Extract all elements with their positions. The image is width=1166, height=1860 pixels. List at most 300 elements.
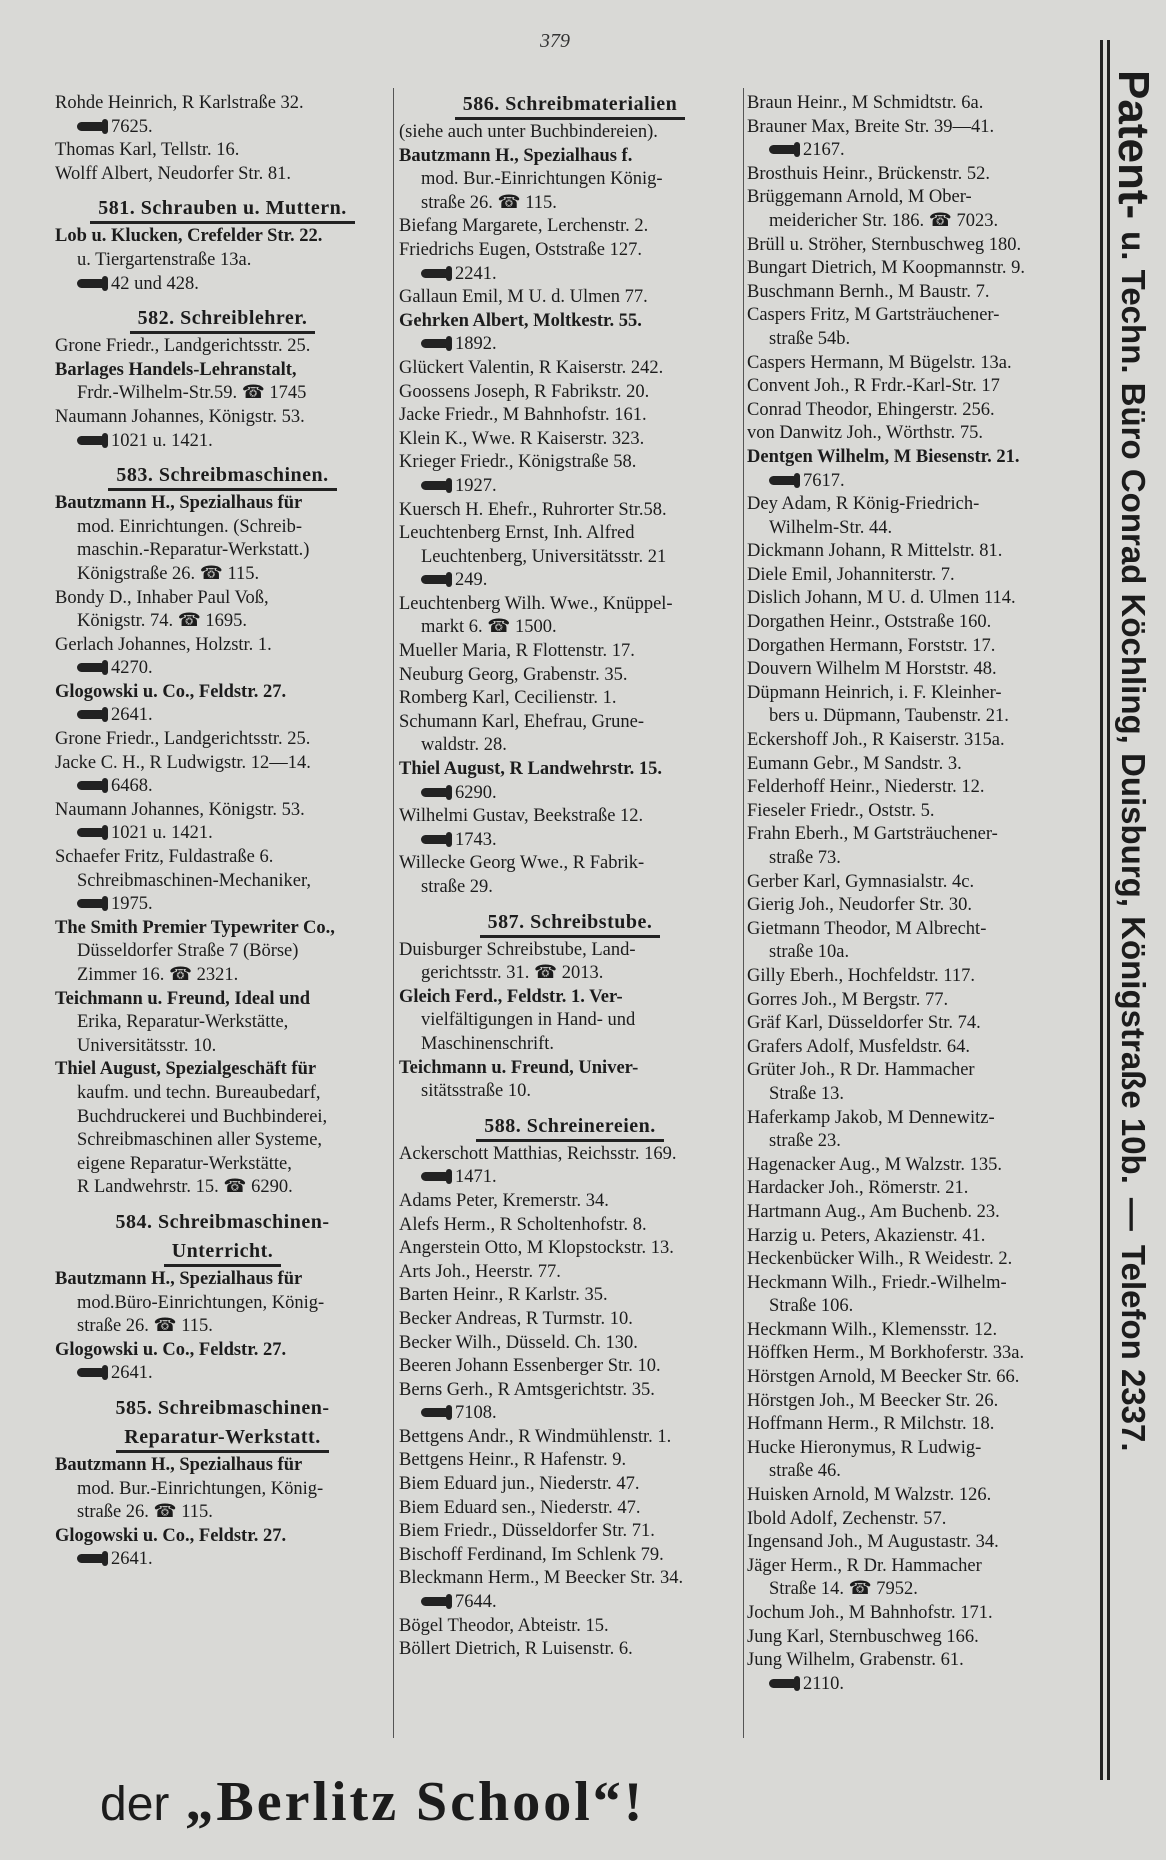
entry-text: The Smith Premier Typewriter Co., <box>55 917 335 938</box>
directory-entry-line <box>55 92 390 116</box>
directory-entry-line <box>399 1332 741 1356</box>
section-heading <box>55 1239 390 1263</box>
directory-entry-line <box>399 145 741 169</box>
directory-entry-line <box>747 1130 1087 1154</box>
entry-text: 1892. <box>455 334 497 355</box>
directory-entry-line <box>399 451 741 475</box>
entry-text: Gleich Ferd., Feldstr. 1. Ver- <box>399 986 623 1007</box>
entry-text: Felderhoff Heinr., Niederstr. 12. <box>747 777 985 798</box>
directory-entry-line <box>747 1602 1087 1626</box>
entry-text: Ackerschott Matthias, Reichsstr. 169. <box>399 1143 677 1164</box>
directory-entry-line <box>747 1531 1087 1555</box>
telephone-icon <box>421 575 447 584</box>
entry-text: Grone Friedr., Landgerichtsstr. 25. <box>55 729 311 750</box>
directory-entry-line <box>747 1673 1087 1697</box>
directory-entry-line <box>747 894 1087 918</box>
telephone-icon <box>421 1597 447 1606</box>
entry-text: Leuchtenberg Ernst, Inh. Alfred <box>399 523 635 544</box>
directory-entry-line <box>55 1035 390 1059</box>
directory-entry-line <box>747 776 1087 800</box>
telephone-icon <box>77 436 103 445</box>
directory-entry-line <box>399 1166 741 1190</box>
directory-entry-line <box>399 121 741 145</box>
telephone-icon <box>421 1172 447 1181</box>
directory-entry-line <box>399 310 741 334</box>
entry-text: Dey Adam, R König-Friedrich- <box>747 494 980 515</box>
directory-entry-line <box>55 1362 390 1386</box>
telephone-icon <box>421 481 447 490</box>
entry-text: Bondy D., Inhaber Paul Voß, <box>55 587 269 608</box>
entry-text: Wilhelm-Str. 44. <box>769 517 893 538</box>
entry-text: Heckmann Wilh., Friedr.-Wilhelm- <box>747 1272 1007 1293</box>
directory-entry-line <box>399 758 741 782</box>
directory-entry-line <box>55 382 390 406</box>
directory-entry-line <box>747 1413 1087 1437</box>
entry-text: Zimmer 16. ☎ 2321. <box>77 965 239 985</box>
entry-text: Teichmann u. Freund, Univer- <box>399 1057 639 1078</box>
column-divider <box>393 88 394 1738</box>
directory-entry-line <box>747 941 1087 965</box>
entry-text: Fieseler Friedr., Oststr. 5. <box>747 800 935 821</box>
entry-text: Wolff Albert, Neudorfer Str. 81. <box>55 163 292 184</box>
directory-entry-line <box>399 1402 741 1426</box>
entry-text: 2241. <box>455 263 497 284</box>
entry-text: Bautzmann H., Spezialhaus für <box>55 1268 303 1289</box>
entry-text: 4270. <box>111 658 153 679</box>
directory-column-2 <box>399 92 741 1662</box>
entry-text: Barten Heinr., R Karlstr. 35. <box>399 1285 608 1306</box>
entry-text: Alefs Herm., R Scholtenhofstr. 8. <box>399 1214 647 1235</box>
directory-entry-line <box>399 263 741 287</box>
entry-text: Hucke Hieronymus, R Ludwig- <box>747 1437 982 1458</box>
section-heading <box>399 92 741 116</box>
telephone-icon <box>77 1554 103 1563</box>
entry-text: Bautzmann H., Spezialhaus f. <box>399 145 633 166</box>
entry-text: Bleckmann Herm., M Beecker Str. 34. <box>399 1568 684 1589</box>
directory-entry-line <box>55 563 390 587</box>
directory-entry-line <box>55 799 390 823</box>
entry-text: Teichmann u. Freund, Ideal und <box>55 988 310 1009</box>
section-heading-text: Reparatur-Werkstatt. <box>116 1426 328 1453</box>
entry-text: waldstr. 28. <box>421 735 507 756</box>
entry-text: straße 26. ☎ 115. <box>77 1316 213 1337</box>
section-heading-text: 588. Schreinereien. <box>476 1115 664 1142</box>
entry-text: Friedrichs Eugen, Oststraße 127. <box>399 239 643 260</box>
entry-text: Gehrken Albert, Moltkestr. 55. <box>399 310 642 331</box>
entry-text: Lob u. Klucken, Crefelder Str. 22. <box>55 226 323 247</box>
entry-text: Caspers Fritz, M Gartsträuchener- <box>747 305 1000 326</box>
telephone-icon <box>421 788 447 797</box>
entry-text: Barlages Handels-Lehranstalt, <box>55 359 297 380</box>
directory-entry-line <box>399 939 741 963</box>
entry-text: maschin.-Reparatur-Werkstatt.) <box>77 540 310 561</box>
telephone-icon <box>77 663 103 672</box>
entry-text: Neuburg Georg, Grabenstr. 35. <box>399 664 628 685</box>
directory-entry-line <box>399 1379 741 1403</box>
directory-entry-line <box>747 658 1087 682</box>
directory-entry-line <box>747 352 1087 376</box>
section-heading-text: 585. Schreibmaschinen- <box>115 1396 330 1419</box>
directory-entry-line <box>399 1143 741 1167</box>
directory-entry-line <box>747 1272 1087 1296</box>
directory-entry-line <box>399 852 741 876</box>
entry-text: Beeren Johann Essenberger Str. 10. <box>399 1356 661 1377</box>
directory-entry-line <box>55 704 390 728</box>
entry-text: Goossens Joseph, R Fabrikstr. 20. <box>399 381 650 402</box>
entry-text: Gierig Joh., Neudorfer Str. 30. <box>747 895 973 916</box>
entry-text: straße 29. <box>421 877 493 897</box>
entry-text: Duisburger Schreibstube, Land- <box>399 939 636 960</box>
directory-entry-line <box>747 281 1087 305</box>
entry-text: Dislich Johann, M U. d. Ulmen 114. <box>747 588 1016 609</box>
column-divider <box>743 88 744 1738</box>
entry-text: Biem Eduard sen., Niederstr. 47. <box>399 1497 641 1518</box>
telephone-icon <box>769 145 795 154</box>
directory-entry-line <box>399 1214 741 1238</box>
directory-entry-line <box>747 422 1087 446</box>
directory-entry-line <box>399 593 741 617</box>
directory-entry-line <box>747 965 1087 989</box>
directory-entry-line <box>747 564 1087 588</box>
entry-text: Thiel August, R Landwehrstr. 15. <box>399 759 662 780</box>
directory-entry-line <box>747 328 1087 352</box>
entry-text: vielfältigungen in Hand- und <box>421 1010 636 1031</box>
entry-text: straße 46. <box>769 1461 841 1482</box>
telephone-icon <box>421 339 447 348</box>
ad-phone: Telefon 2337. <box>1115 1244 1152 1452</box>
directory-entry-line <box>747 753 1087 777</box>
telephone-icon <box>77 899 103 908</box>
directory-entry-line <box>55 1058 390 1082</box>
directory-entry-line <box>747 1578 1087 1602</box>
directory-entry-line <box>55 728 390 752</box>
entry-text: 7617. <box>803 470 845 491</box>
directory-entry-line <box>55 139 390 163</box>
directory-entry-line <box>747 234 1087 258</box>
entry-text: Braun Heinr., M Schmidtstr. 6a. <box>747 93 984 113</box>
directory-entry-line <box>747 257 1087 281</box>
directory-entry-line <box>399 1449 741 1473</box>
directory-entry-line <box>55 870 390 894</box>
directory-entry-line <box>55 1501 390 1525</box>
entry-text: Klein K., Wwe. R Kaiserstr. 323. <box>399 428 645 449</box>
section-heading <box>399 910 741 934</box>
directory-entry-line <box>399 1009 741 1033</box>
entry-text: mod. Einrichtungen. (Schreib- <box>77 516 303 537</box>
directory-entry-line <box>55 1315 390 1339</box>
banner-title: „Berlitz School“! <box>185 1771 646 1833</box>
entry-text: Dentgen Wilhelm, M Biesenstr. 21. <box>747 446 1020 467</box>
directory-entry-line <box>747 1437 1087 1461</box>
entry-text: Diele Emil, Johanniterstr. 7. <box>747 564 955 585</box>
directory-entry-line <box>747 399 1087 423</box>
directory-entry-line <box>55 610 390 634</box>
directory-entry-line <box>399 1615 741 1639</box>
section-heading <box>55 196 390 220</box>
entry-text: Brauner Max, Breite Str. 39—41. <box>747 116 995 137</box>
directory-entry-line <box>55 1153 390 1177</box>
entry-text: kaufm. und techn. Bureaubedarf, <box>77 1082 321 1103</box>
directory-entry-line <box>55 988 390 1012</box>
directory-entry-line <box>747 705 1087 729</box>
directory-entry-line <box>399 215 741 239</box>
entry-text: (siehe auch unter Buchbindereien). <box>399 122 658 142</box>
section-heading-text: 582. Schreiblehrer. <box>130 307 316 334</box>
directory-entry-line <box>747 800 1087 824</box>
entry-text: Hörstgen Joh., M Beecker Str. 26. <box>747 1390 999 1411</box>
entry-text: Becker Andreas, R Turmstr. 10. <box>399 1308 633 1329</box>
entry-text: Caspers Hermann, M Bügelstr. 13a. <box>747 352 1012 373</box>
entry-text: Thiel August, Spezialgeschäft für <box>55 1059 317 1080</box>
directory-entry-line <box>747 1248 1087 1272</box>
ad-separator: — <box>1115 1197 1152 1231</box>
directory-entry-line <box>747 1508 1087 1532</box>
entry-text: Erika, Reparatur-Werkstätte, <box>77 1012 289 1033</box>
entry-text: Jung Karl, Sternbuschweg 166. <box>747 1626 979 1647</box>
directory-entry-line <box>55 634 390 658</box>
directory-entry-line <box>55 249 390 273</box>
entry-text: Straße 13. <box>769 1083 845 1104</box>
directory-entry-line <box>399 734 741 758</box>
directory-column-3 <box>747 92 1087 1696</box>
telephone-icon <box>421 1408 447 1417</box>
entry-text: 42 und 428. <box>111 273 199 294</box>
directory-entry-line <box>399 428 741 452</box>
directory-entry-line <box>399 640 741 664</box>
entry-text: Douvern Wilhelm M Horststr. 48. <box>747 659 997 680</box>
entry-text: Ibold Adolf, Zechenstr. 57. <box>747 1508 947 1529</box>
entry-text: Frahn Eberh., M Gartsträuchener- <box>747 824 998 845</box>
entry-text: Leuchtenberg Wilh. Wwe., Knüppel- <box>399 593 673 614</box>
section-heading-text: 584. Schreibmaschinen- <box>115 1210 330 1233</box>
directory-entry-line <box>55 1106 390 1130</box>
section-heading <box>55 1396 390 1420</box>
entry-text: Schaefer Fritz, Fuldastraße 6. <box>55 847 274 868</box>
entry-text: Maschinenschrift. <box>421 1033 555 1054</box>
entry-text: Bautzmann H., Spezialhaus für <box>55 1454 303 1475</box>
entry-text: straße 54b. <box>769 328 851 349</box>
directory-entry-line <box>55 492 390 516</box>
directory-entry-line <box>55 1478 390 1502</box>
directory-entry-line <box>399 1190 741 1214</box>
entry-text: Thomas Karl, Tellstr. 16. <box>55 140 240 161</box>
bottom-banner-ad <box>100 1772 645 1835</box>
directory-entry-line <box>55 430 390 454</box>
section-heading <box>55 463 390 487</box>
directory-entry-line <box>399 1057 741 1081</box>
ad-company-text: u. Techn. Büro Conrad Köchling, Duisburg, Königstraße 10b. <box>1115 231 1152 1184</box>
entry-text: Bettgens Andr., R Windmühlenstr. 1. <box>399 1426 672 1447</box>
directory-entry-line <box>399 192 741 216</box>
directory-entry-line <box>55 539 390 563</box>
directory-entry-line <box>747 587 1087 611</box>
ad-patent-label: Patent- <box>1109 70 1158 220</box>
directory-entry-line <box>55 225 390 249</box>
directory-entry-line <box>747 918 1087 942</box>
section-heading <box>399 1114 741 1138</box>
entry-text: Grone Friedr., Landgerichtsstr. 25. <box>55 336 311 357</box>
directory-entry-line <box>55 1454 390 1478</box>
directory-entry-line <box>55 1339 390 1363</box>
entry-text: Grüter Joh., R Dr. Hammacher <box>747 1060 975 1081</box>
entry-text: Gräf Karl, Düsseldorfer Str. 74. <box>747 1013 981 1034</box>
directory-entry-line <box>747 1390 1087 1414</box>
directory-entry-line <box>55 1011 390 1035</box>
entry-text: Straße 14. ☎ 7952. <box>769 1579 918 1600</box>
entry-text: 2110. <box>803 1673 844 1694</box>
directory-entry-line <box>747 1154 1087 1178</box>
directory-entry-line <box>747 729 1087 753</box>
section-heading-text: 587. Schreibstube. <box>480 911 661 938</box>
entry-text: Jochum Joh., M Bahnhofstr. 171. <box>747 1603 993 1623</box>
directory-entry-line <box>399 1308 741 1332</box>
directory-entry-line <box>399 1497 741 1521</box>
entry-text: 1021 u. 1421. <box>111 430 213 451</box>
directory-entry-line <box>399 1284 741 1308</box>
entry-text: Biem Friedr., Düsseldorfer Str. 71. <box>399 1521 655 1542</box>
directory-entry-line <box>55 587 390 611</box>
entry-text: Harzig u. Peters, Akazienstr. 41. <box>747 1225 986 1246</box>
entry-text: Kuersch H. Ehefr., Ruhrorter Str.58. <box>399 499 667 520</box>
entry-text: Hagenacker Aug., M Walzstr. 135. <box>747 1154 1003 1175</box>
directory-entry-line <box>55 1129 390 1153</box>
entry-text: R Landwehrstr. 15. ☎ 6290. <box>77 1177 293 1198</box>
directory-entry-line <box>55 1268 390 1292</box>
directory-entry-line <box>399 522 741 546</box>
entry-text: Biem Eduard jun., Niederstr. 47. <box>399 1474 640 1495</box>
entry-text: bers u. Düpmann, Taubenstr. 21. <box>769 706 1009 727</box>
directory-entry-line <box>399 168 741 192</box>
entry-text: 6468. <box>111 776 153 797</box>
entry-text: Gietmann Theodor, M Albrecht- <box>747 918 987 939</box>
entry-text: Düsseldorfer Straße 7 (Börse) <box>77 941 299 962</box>
directory-entry-line <box>747 989 1087 1013</box>
directory-entry-line <box>747 871 1087 895</box>
directory-entry-line <box>747 540 1087 564</box>
entry-text: Bögel Theodor, Abteistr. 15. <box>399 1615 609 1636</box>
entry-text: Böllert Dietrich, R Luisenstr. 6. <box>399 1639 633 1660</box>
entry-text: Glogowski u. Co., Feldstr. 27. <box>55 681 287 702</box>
directory-entry-line <box>747 470 1087 494</box>
directory-entry-line <box>747 446 1087 470</box>
directory-entry-line <box>399 1033 741 1057</box>
entry-text: 2167. <box>803 140 845 161</box>
directory-entry-line <box>747 823 1087 847</box>
entry-text: Naumann Johannes, Königstr. 53. <box>55 799 305 820</box>
directory-entry-line <box>399 1473 741 1497</box>
section-heading-text: Unterricht. <box>164 1240 282 1267</box>
entry-text: 1975. <box>111 894 153 915</box>
directory-entry-line <box>747 116 1087 140</box>
entry-text: mod. Bur.-Einrichtungen, König- <box>77 1478 324 1499</box>
entry-text: Königstraße 26. ☎ 115. <box>77 563 260 584</box>
section-heading-text: 586. Schreibmaterialien <box>455 93 685 120</box>
entry-text: Gerlach Johannes, Holzstr. 1. <box>55 634 272 655</box>
directory-entry-line <box>55 1292 390 1316</box>
entry-text: Schreibmaschinen-Mechaniker, <box>77 870 312 891</box>
section-heading <box>55 1425 390 1449</box>
directory-entry-line <box>747 92 1087 116</box>
entry-text: Bettgens Heinr., R Hafenstr. 9. <box>399 1450 627 1471</box>
entry-text: straße 23. <box>769 1131 841 1152</box>
directory-entry-line <box>399 962 741 986</box>
directory-entry-line <box>55 893 390 917</box>
entry-text: straße 10a. <box>769 942 850 963</box>
entry-text: Grafers Adolf, Musfeldstr. 64. <box>747 1036 970 1057</box>
entry-text: 249. <box>455 570 488 591</box>
directory-entry-line <box>747 1295 1087 1319</box>
entry-text: Jäger Herm., R Dr. Hammacher <box>747 1555 982 1576</box>
directory-entry-line <box>55 657 390 681</box>
entry-text: Dorgathen Heinr., Oststraße 160. <box>747 612 992 633</box>
directory-entry-line <box>55 1525 390 1549</box>
entry-text: Berns Gerh., R Amtsgerichtstr. 35. <box>399 1379 655 1400</box>
entry-text: Biefang Margarete, Lerchenstr. 2. <box>399 216 649 237</box>
banner-prefix: der <box>100 1778 170 1831</box>
section-heading <box>55 306 390 330</box>
directory-entry-line <box>399 829 741 853</box>
entry-text: Heckmann Wilh., Klemensstr. 12. <box>747 1319 998 1340</box>
directory-entry-line <box>747 1366 1087 1390</box>
directory-entry-line <box>747 186 1087 210</box>
directory-entry-line <box>55 163 390 187</box>
entry-text: Convent Joh., R Frdr.-Karl-Str. 17 <box>747 376 1000 397</box>
entry-text: Jung Wilhelm, Grabenstr. 61. <box>747 1650 964 1671</box>
entry-text: eigene Reparatur-Werkstätte, <box>77 1153 292 1174</box>
directory-entry-line <box>55 846 390 870</box>
directory-entry-line <box>399 1355 741 1379</box>
entry-text: Universitätsstr. 10. <box>77 1035 217 1056</box>
telephone-icon <box>421 269 447 278</box>
directory-entry-line <box>747 304 1087 328</box>
entry-text: Adams Peter, Kremerstr. 34. <box>399 1190 609 1211</box>
directory-entry-line <box>747 1460 1087 1484</box>
entry-text: Bischoff Ferdinand, Im Schlenk 79. <box>399 1544 664 1565</box>
entry-text: Hardacker Joh., Römerstr. 21. <box>747 1178 969 1199</box>
directory-entry-line <box>399 286 741 310</box>
entry-text: straße 26. ☎ 115. <box>77 1502 213 1523</box>
entry-text: Glückert Valentin, R Kaiserstr. 242. <box>399 357 664 378</box>
entry-text: Dorgathen Hermann, Forststr. 17. <box>747 635 996 656</box>
telephone-icon <box>421 835 447 844</box>
directory-entry-line <box>747 139 1087 163</box>
directory-entry-line <box>747 1083 1087 1107</box>
entry-text: Gallaun Emil, M U. d. Ulmen 77. <box>399 287 648 308</box>
directory-entry-line <box>747 1484 1087 1508</box>
entry-text: Gerber Karl, Gymnasialstr. 4c. <box>747 871 975 892</box>
entry-text: Eumann Gebr., M Sandstr. 3. <box>747 753 962 774</box>
entry-text: Jacke C. H., R Ludwigstr. 12—14. <box>55 752 311 773</box>
entry-text: Gorres Joh., M Bergstr. 77. <box>747 989 949 1010</box>
entry-text: Brosthuis Heinr., Brückenstr. 52. <box>747 163 991 184</box>
directory-entry-line <box>399 357 741 381</box>
entry-text: 7644. <box>455 1592 497 1613</box>
directory-entry-line <box>55 775 390 799</box>
entry-text: mod.Büro-Einrichtungen, König- <box>77 1292 325 1313</box>
directory-entry-line <box>747 1319 1087 1343</box>
entry-text: 2641. <box>111 705 153 726</box>
directory-entry-line <box>55 359 390 383</box>
entry-text: Becker Wilh., Düsseld. Ch. 130. <box>399 1332 638 1353</box>
directory-entry-line <box>747 1059 1087 1083</box>
entry-text: Wilhelmi Gustav, Beekstraße 12. <box>399 806 644 827</box>
entry-text: 7108. <box>455 1403 497 1424</box>
directory-entry-line <box>55 116 390 140</box>
section-heading-text: 581. Schrauben u. Muttern. <box>90 197 355 224</box>
entry-text: Hörstgen Arnold, M Beecker Str. 66. <box>747 1367 1020 1388</box>
directory-entry-line <box>399 805 741 829</box>
directory-entry-line <box>399 1261 741 1285</box>
